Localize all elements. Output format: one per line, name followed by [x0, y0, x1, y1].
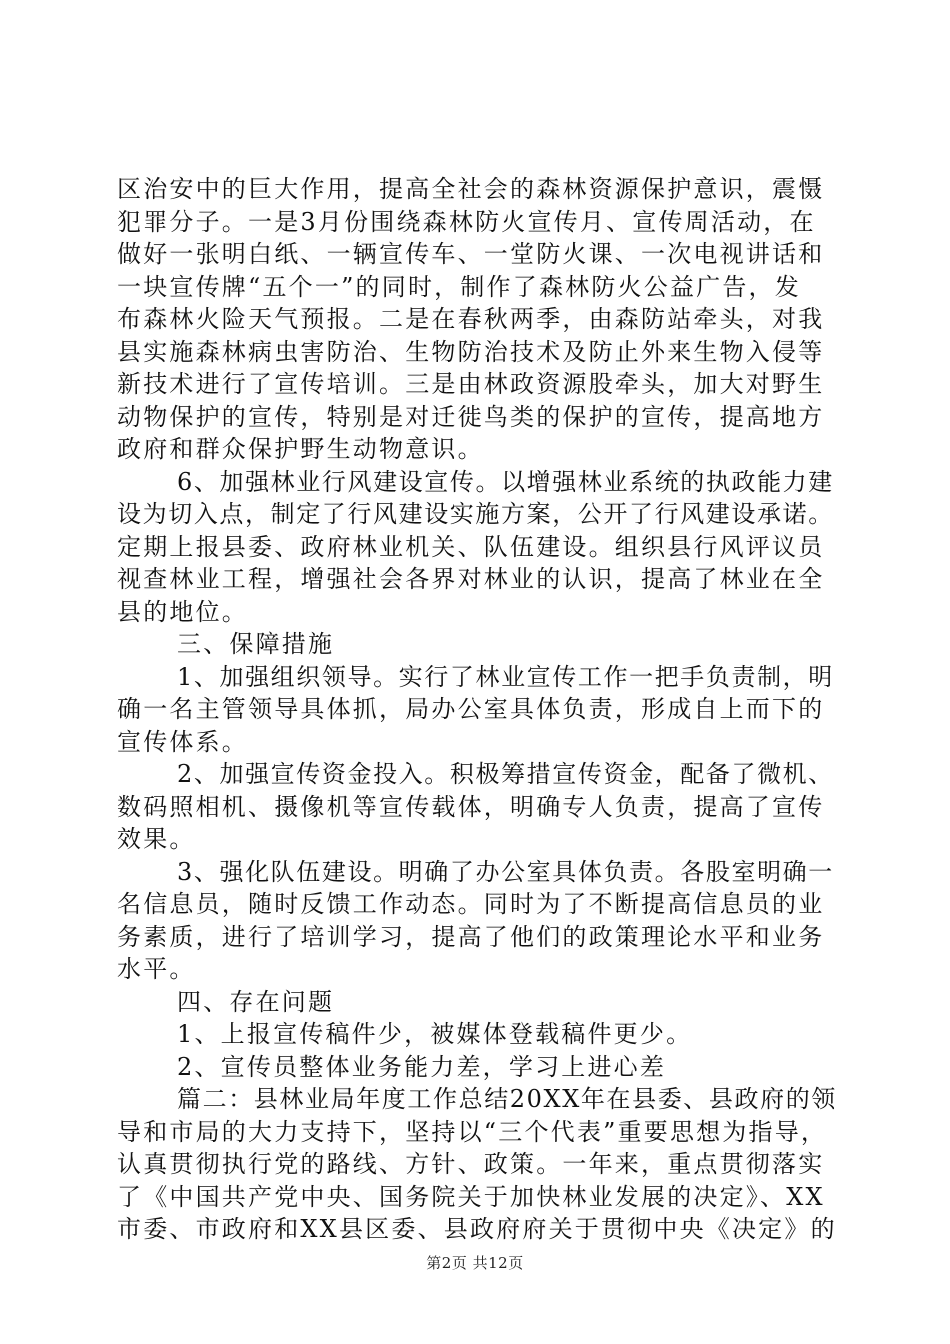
text-line: 务素质，进行了培训学习，提高了他们的政策理论水平和业务 [117, 922, 825, 951]
text-line: 县的地位。 [117, 597, 248, 626]
text-line: 导和市局的大力支持下，坚持以“三个代表”重要思想为指导， [117, 1117, 828, 1146]
page-footer: 第2页 共12页 [426, 1254, 524, 1272]
text-line: 6、加强林业行风建设宣传。以增强林业系统的执政能力建 [177, 467, 834, 496]
text-line: 2、宣传员整体业务能力差，学习上进心差 [177, 1052, 667, 1081]
document-body [117, 173, 837, 1246]
text-line: 3、强化队伍建设。明确了办公室具体负责。各股室明确一 [177, 857, 834, 886]
text-line: 1、加强组织领导。实行了林业宣传工作一把手负责制，明 [177, 662, 834, 691]
text-line: 2、加强宣传资金投入。积极筹措宣传资金，配备了微机、 [177, 760, 834, 788]
text-line: 犯罪分子。一是3月份围绕森林防火宣传月、宣传周活动，在 [117, 207, 816, 236]
text-line: 新技术进行了宣传培训。三是由林政资源股牵头，加大对野生 [117, 370, 825, 398]
text-line: 做好一张明白纸、一辆宣传车、一堂防火课、一次电视讲话和 [117, 240, 825, 268]
text-line: 布森林火险天气预报。二是在春秋两季，由森防站牵头，对我 [117, 305, 825, 333]
text-line: 篇二：县林业局年度工作总结20XX年在县委、县政府的领 [177, 1085, 837, 1113]
text-line: 宣传体系。 [117, 727, 248, 756]
text-line: 效果。 [117, 825, 196, 853]
text-line: 确一名主管领导具体抓，局办公室具体负责，形成自上而下的 [117, 695, 825, 723]
text-line: 认真贯彻执行党的路线、方针、政策。一年来，重点贯彻落实 [117, 1150, 825, 1178]
text-line: 三、保障措施 [177, 630, 335, 658]
text-line: 一块宣传牌“五个一”的同时，制作了森林防火公益广告，发 [117, 272, 801, 301]
text-line: 了《中国共产党中央、国务院关于加快林业发展的决定》、XX [117, 1182, 825, 1211]
text-line: 设为切入点，制定了行风建设实施方案，公开了行风建设承诺。 [117, 500, 834, 528]
text-line: 水平。 [117, 955, 196, 983]
text-line: 数码照相机、摄像机等宣传载体，明确专人负责，提高了宣传 [117, 792, 825, 821]
text-line: 动物保护的宣传，特别是对迁徙鸟类的保护的宣传，提高地方 [117, 402, 825, 431]
text-line: 定期上报县委、政府林业机关、队伍建设。组织县行风评议员 [117, 532, 825, 561]
text-line: 政府和群众保护野生动物意识。 [117, 435, 484, 463]
text-line: 1、上报宣传稿件少，被媒体登载稿件更少。 [177, 1020, 693, 1048]
text-line: 名信息员，随时反馈工作动态。同时为了不断提高信息员的业 [117, 890, 825, 918]
text-line: 区治安中的巨大作用，提高全社会的森林资源保护意识，震慑 [117, 175, 825, 203]
text-line: 四、存在问题 [177, 987, 335, 1016]
text-line: 市委、市政府和XX县区委、县政府府关于贯彻中央《决定》的 [117, 1215, 837, 1243]
text-line: 县实施森林病虫害防治、生物防治技术及防止外来生物入侵等 [117, 337, 825, 366]
text-line: 视查林业工程，增强社会各界对林业的认识，提高了林业在全 [117, 565, 825, 593]
